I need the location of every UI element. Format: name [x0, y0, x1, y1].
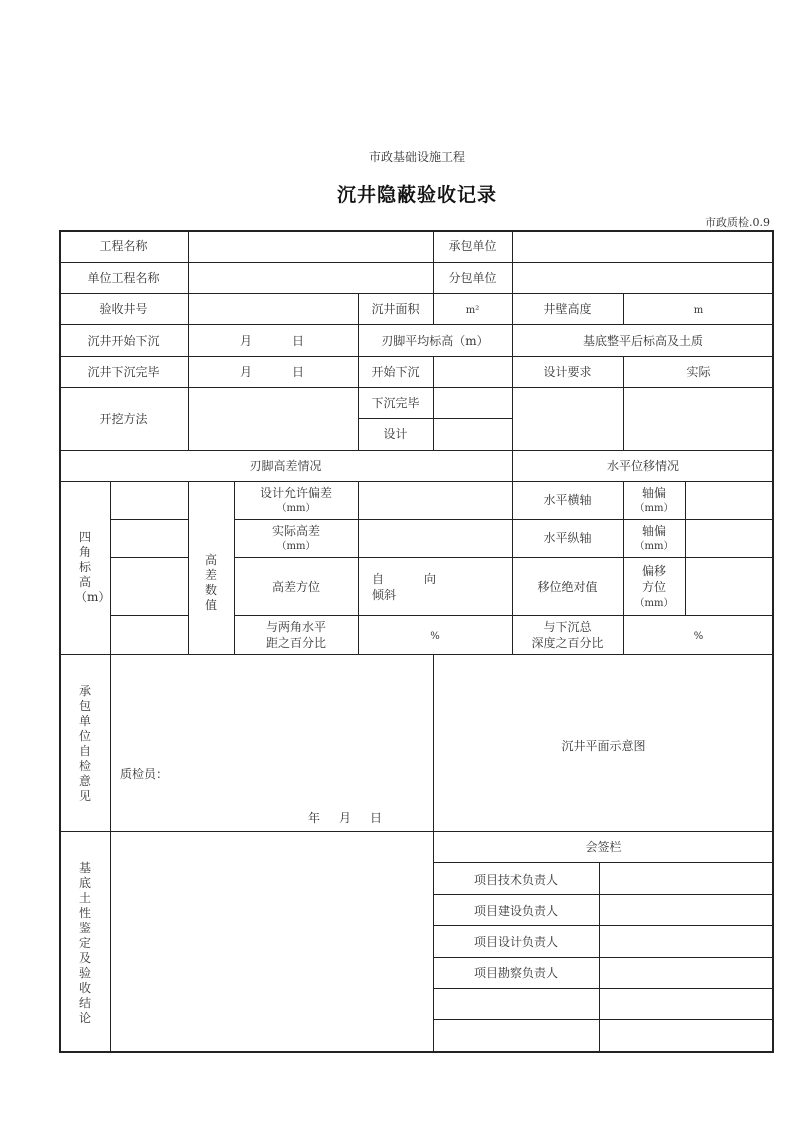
month-1: 月 [240, 334, 253, 348]
label-pct-two-corners-2: 距之百分比 [265, 636, 326, 650]
month-2: 月 [240, 365, 253, 379]
label-well-area: 沉井面积 [371, 302, 420, 316]
label-pct-two-corners-1: 与两角水平 [265, 620, 326, 634]
percent-2: % [693, 631, 704, 642]
day-2: 日 [292, 365, 305, 379]
label-actual-height-diff: 实际高差 [271, 524, 320, 538]
label-height-diff-value: 高差数值 [204, 553, 217, 612]
label-start-sink-short: 开始下沉 [371, 365, 420, 379]
label-offset-dir-1: 偏移 [641, 564, 666, 578]
unit-mm-3: （mm） [276, 541, 316, 552]
label-wall-height: 井壁高度 [543, 302, 592, 316]
unit-height: m [693, 305, 704, 316]
label-design-allow-dev: 设计允许偏差 [259, 486, 332, 500]
label-unit-project-name: 单位工程名称 [87, 271, 160, 285]
unit-mm-4: （mm） [634, 541, 674, 552]
label-blade-avg-elevation: 刃脚平均标高（m） [381, 334, 489, 348]
label-pct-total-depth-2: 深度之百分比 [531, 636, 604, 650]
label-well-number: 验收井号 [99, 302, 148, 316]
label-axis-dev-1: 轴偏 [641, 486, 666, 500]
signer-design-lead: 项目设计负责人 [473, 935, 558, 949]
label-start-sinking: 沉井开始下沉 [87, 334, 160, 348]
label-conclusion: 基底土性鉴定及验收结论 [78, 861, 91, 1025]
label-plan-sketch: 沉井平面示意图 [561, 739, 646, 753]
label-self-check: 承包单位自检意见 [78, 684, 91, 803]
label-four-corner-elevation: 四角标高（m） [75, 530, 111, 604]
unit-mm-5: （mm） [634, 598, 674, 609]
label-horizontal-displacement: 水平位移情况 [606, 459, 679, 473]
label-project-name: 工程名称 [99, 239, 148, 253]
label-horizontal-y: 水平纵轴 [543, 531, 592, 545]
label-actual: 实际 [686, 365, 711, 379]
percent-1: % [430, 631, 440, 642]
label-design-requirement: 设计要求 [543, 365, 592, 379]
label-sink-complete-short: 下沉完毕 [371, 396, 420, 410]
label-from: 自 [372, 572, 385, 586]
label-axis-dev-2: 轴偏 [641, 524, 666, 538]
label-day: 日 [370, 811, 383, 825]
label-contractor: 承包单位 [448, 239, 497, 253]
label-abs-displacement: 移位绝对值 [537, 580, 598, 594]
label-subcontractor: 分包单位 [448, 271, 497, 285]
label-base-elevation-soil: 基底整平后标高及土质 [582, 334, 703, 348]
unit-mm-1: （mm） [276, 503, 316, 514]
label-pct-total-depth-1: 与下沉总 [543, 620, 592, 634]
label-month: 月 [339, 811, 352, 825]
label-year: 年 [308, 811, 321, 825]
label-signoff-title: 会签栏 [585, 840, 622, 854]
label-horizontal-x: 水平横轴 [543, 493, 592, 507]
label-inspector: 质检员： [120, 767, 169, 781]
form-code: 市政质检.0.9 [705, 216, 770, 229]
day-1: 日 [292, 334, 305, 348]
label-sinking-complete: 沉井下沉完毕 [87, 365, 160, 379]
signer-survey-lead: 项目勘察负责人 [473, 966, 558, 980]
label-height-diff-direction: 高差方位 [271, 580, 320, 594]
label-blade-height-diff: 刃脚高差情况 [249, 459, 322, 473]
page-title: 沉井隐蔽验收记录 [336, 184, 497, 206]
signer-construction-lead: 项目建设负责人 [473, 904, 558, 918]
unit-area: m² [465, 305, 480, 316]
label-to: 向 [424, 572, 437, 586]
label-design: 设计 [383, 427, 408, 441]
header-subtitle: 市政基础设施工程 [368, 150, 465, 164]
label-tilt: 倾斜 [372, 588, 397, 602]
unit-mm-2: （mm） [634, 503, 674, 514]
label-offset-dir-2: 方位 [641, 580, 666, 594]
label-excavation-method: 开挖方法 [99, 412, 148, 426]
signer-tech-lead: 项目技术负责人 [473, 873, 558, 887]
